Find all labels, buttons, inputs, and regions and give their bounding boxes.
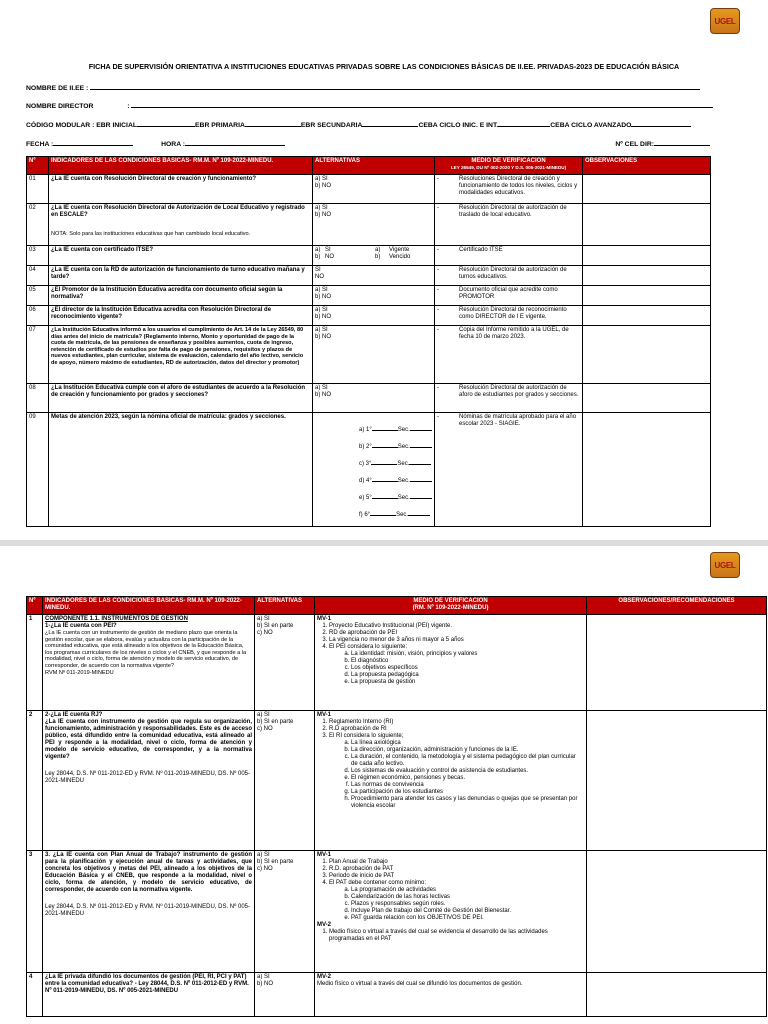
ebr-inicial-field[interactable] (137, 119, 195, 127)
ebr-primaria-field[interactable] (245, 119, 301, 127)
table-row: 05 ¿El Promotor de la Institución Educativa acredita con documento oficial según la normativa? a) SI b) NO - Documento oficial que acredite como PROMOTOR (27, 286, 711, 306)
observaciones-cell[interactable] (583, 384, 711, 413)
indicators-table-1 (26, 156, 711, 527)
grade-3-sec[interactable]: c) 3° Sec. (359, 458, 432, 468)
table-row: 08 ¿La Institución Educativa cumple con el aforo de estudiantes de acuerdo a la Resolución de creación y funcionamiento por grados y secciones? a) SI b) NO - Resolución Directoral de autorización de aforo de estudiantes por grados y secciones. (27, 384, 711, 413)
table-row: 2 2-¿La IE cuenta RJ? ¿La IE cuenta con instrumento de gestión que regula su organización, funcionamiento, administración y responsabilidades. Este es de acceso público, está difundido entre la comunidad educativa, está alineado al PEI y responde a la modalidad, nivel o ciclo, forma de atención y modelo de servicio educativo, de corresponder, y a la normativa vigente? Ley 28044, D.S. Nº 011-2012-ED y RVM. Nº 011-2019-MINEDU, DS. Nº 005-2021-MINEDU a) SI b) SI en parte c) NO MV-1 1. Reglamento Interno (RI) 2. R.D aprobación de RI 3. El RI considera lo siguiente; a. La línea axiológica b. La dirección, organización, administración y funciones de la IE. c. La duración, el contenido, la metodología y el sistema pedagógico del plan curricular de cada año lectivo. d. Los sistemas de evaluación y control de asistencia de estudiantes. e. El régimen económico, pensiones y becas. f. Las normas de convivencia g. La participación de los estudiantes h. Procedimiento para atender los casos y las denuncias o quejas que se presentan por violencia escolar (27, 711, 767, 851)
grade-6-sec[interactable]: f) 6° Sec. (359, 509, 432, 519)
observaciones-cell[interactable] (583, 326, 711, 384)
observaciones-cell[interactable] (583, 204, 711, 246)
form-title: FICHA DE SUPERVISIÓN ORIENTATIVA A INSTITUCIONES EDUCATIVAS PRIVADAS SOBRE LAS CONDICIONES BÁSICAS DE II.EE. PRIVADAS-2023 DE EDUCACIÓN BÁSICA (88, 62, 680, 71)
table-row: 3 3. ¿La IE cuenta con Plan Anual de Trabajo? instrumento de gestión para la planificación y ejecución anual de tareas y actividades, que concreta los objetivos y metas del PEI, alineado a los objetivos de la Educación Básica y el CNEB, que responde a la modalidad, nivel o ciclo, forma de atención, y modelo de servicio educativo, de corresponder, de acuerdo con la normativa vigente. Ley 28044, D.S. Nº 011-2012-ED y RVM. Nº 011-2019-MINEDU, DS. Nº 005-2021-MINEDU a) SI b) SI en parte c) NO MV-1 1. Plan Anual de Trabajo 2. R.D. aprobación de PAT 3. Periodo de inicio de PAT 4. El PAT debe contener como mínimo: a. La programación de actividades b. Calendarización de las horas lectivas c. Plazos y responsables según roles. d. Incluye Plan de trabajo del Comité de Gestión del Bienestar. e. PAT guarda relación con los OBJETIVOS DE PEI. MV-2 1. Medio físico o virtual a través del cual se evidencia el desarrollo de las actividades programadas en el PAT (27, 851, 767, 973)
table-row: 09 Metas de atención 2023, según la nómina oficial de matrícula: grados y secciones. a) 1° Sec. b) 2° Sec. c) 3° Sec. d) 4° Sec. e) 5° Sec. f) 6° Sec. - Nóminas de matrícula aprobado para el año escolar 2023 - SIAGIE. (27, 413, 711, 527)
table-1-header (27, 157, 711, 175)
observaciones-cell[interactable] (583, 306, 711, 326)
ceba-avanzado-field[interactable] (631, 119, 691, 127)
observaciones-cell[interactable] (587, 711, 767, 851)
header-n: Nº (27, 597, 43, 615)
observaciones-cell[interactable] (587, 851, 767, 973)
header-observaciones: OBSERVACIONES/RECOMENDACIONES (587, 597, 767, 615)
header-indicadores: INDICADORES DE LAS CONDICIONES BASICAS- RM.M. Nº 109-2022-MINEDU. (43, 597, 255, 615)
page-2 (0, 546, 768, 1024)
indicators-table-2 (26, 596, 767, 1017)
observaciones-cell[interactable] (583, 413, 711, 527)
nombre-director-field[interactable] (131, 100, 713, 108)
observaciones-cell[interactable] (583, 286, 711, 306)
header-observaciones: OBSERVACIONES (583, 157, 711, 175)
header-n: Nº (27, 157, 49, 175)
observaciones-cell[interactable] (583, 175, 711, 204)
ebr-secundaria-field[interactable] (362, 119, 418, 127)
nombre-director-line: NOMBRE DIRECTOR : (26, 100, 713, 110)
nombre-ie-field[interactable] (90, 82, 700, 90)
table-row: 02 ¿La IE cuenta con Resolución Directoral de Autorización de Local Educativo y registrado en ESCALE? NOTA: Solo para las instituciones educativas que han cambiado local educativo. a) SI b) NO - Resolución Directoral de autorización de traslado de local educativo. (27, 204, 711, 246)
grade-4-sec[interactable]: d) 4° Sec. (359, 475, 432, 485)
hora-field[interactable] (185, 138, 285, 146)
table-row: 06 ¿El director de la Institución Educativa acredita con Resolución Directoral de reconocimiento vigente? a) SI b) NO - Resolución Directoral de reconocimiento como DIRECTOR de I E vigente. (27, 306, 711, 326)
observaciones-cell[interactable] (587, 615, 767, 711)
observaciones-cell[interactable] (583, 246, 711, 266)
fecha-field[interactable] (53, 138, 133, 146)
table-row: 07 ¿La Institución Educativa informó a los usuarios el cumplimiento de Art. 14 de la Ley 26549, 80 días antes del inicio de matrícula? (Reglamento interno, Monto y oportunidad de pago de la cuota de matrícula, de las pensiones de enseñanza y posibles aumentos, cuota de ingreso, retención de certificado de estudios por falta de pago de pensiones, requisitos y plazos de nuevos estudiantes, plan curricular, sistema de evaluación, calendario del año lectivo, servicio de apoyo, número máximo de estudiantes, RD de autorización, datos del director y promotor) a) SI b) NO - Copia del Informe remitido a la UGEL, de fecha 10 de marzo 2023. (27, 326, 711, 384)
table-row: 04 ¿La IE cuenta con la RD de autorización de funcionamiento de turno educativo mañana y tarde? SI NO - Resolución Directoral de autorización de turnos educativos. (27, 266, 711, 286)
observaciones-cell[interactable] (583, 266, 711, 286)
table-row: 1 COMPONENTE 1.1. INSTRUMENTOS DE GESTIÓN 1-¿La IE cuenta con PEI? ¿La IE cuenta con un instrumento de gestión de mediano plazo que orienta la gestión escolar, que se elabora, evalúa y actualiza con la participación de la comunidad educativa, que está alineado a los objetivos de la Educación Básica, los programas curriculares de los niveles o ciclos y el CNEB, y que responde a la modalidad, nivel o ciclo, forma de atención y modelo de servicio educativo, de corresponder, de acuerdo con la normativa vigente? RVM Nº 011-2019-MINEDU a) SI b) SI en parte c) NO MV-1 1. Proyecto Educativo Institucional (PEI) vigente. 2. RD de aprobación de PEI 3. La vigencia no menor de 3 años ni mayor a 5 años 4. El PEI considera lo siguiente: a. La identidad: misión, visión, principios y valores b. El diagnóstico c. Los objetivos específicos d. La propuesta pedagógica e. La propuesta de gestión (27, 615, 767, 711)
header-alternativas: ALTERNATIVAS (255, 597, 315, 615)
grade-5-sec[interactable]: e) 5° Sec. (359, 492, 432, 502)
table-row: 03 ¿La IE cuenta con certificado ITSE? a) SI a) Vigente b) NO b) Vencido - Certificado ITSE (27, 246, 711, 266)
header-alternativas: ALTERNATIVAS (313, 157, 435, 175)
nombre-ie-line: NOMBRE DE II.EE : (26, 82, 700, 92)
codigo-modular-line: CÓDIGO MODULAR : EBR INICIAL EBR PRIMARIA EBR SECUNDARIA CEBA CICLO INIC. E INT. CEBA CICLO AVANZADO (26, 119, 691, 129)
fecha-line: FECHA : HORA : Nº CEL DIR: (26, 138, 710, 148)
table-row: 01 ¿La IE cuenta con Resolución Directoral de creación y funcionamiento? a) SI b) NO - Resoluciones Directoral de creación y funcionamiento de todos los niveles, ciclos y modalidades educativos. (27, 175, 711, 204)
header-indicadores: INDICADORES DE LAS CONDICIONES BASICAS- RM.M. Nº 109-2022-MINEDU. (49, 157, 313, 175)
table-row: 4 ¿La IE privada difundió los documentos de gestión (PEI, RI, PCI y PAT) entre la comunidad educativa? - Ley 28044, D.S. Nº 011-2012-ED y RVM. Nº 011-2019-MINEDU, DS. Nº 005-2021-MINEDU a) SI b) NO MV-2 Medio físico o virtual a través del cual se difundió los documentos de gestión. (27, 973, 767, 1017)
ceba-inic-field[interactable] (498, 119, 550, 127)
grade-1-sec[interactable]: a) 1° Sec. (359, 424, 432, 434)
ugel-logo: UGEL (710, 8, 740, 34)
observaciones-cell[interactable] (587, 973, 767, 1017)
table-2-header (27, 597, 767, 615)
cel-dir-field[interactable] (654, 138, 710, 146)
grade-2-sec[interactable]: b) 2° Sec. (359, 441, 432, 451)
header-medio: MEDIO DE VERIFICACION (RM. Nº 109-2022-MINEDU) (315, 597, 587, 615)
header-medio: MEDIO DE VERIFICACION LEY 26549, DU Nº 002-2020 Y D.S. 005-2021-MINEDU) (435, 157, 583, 175)
ugel-logo: UGEL (710, 552, 740, 578)
